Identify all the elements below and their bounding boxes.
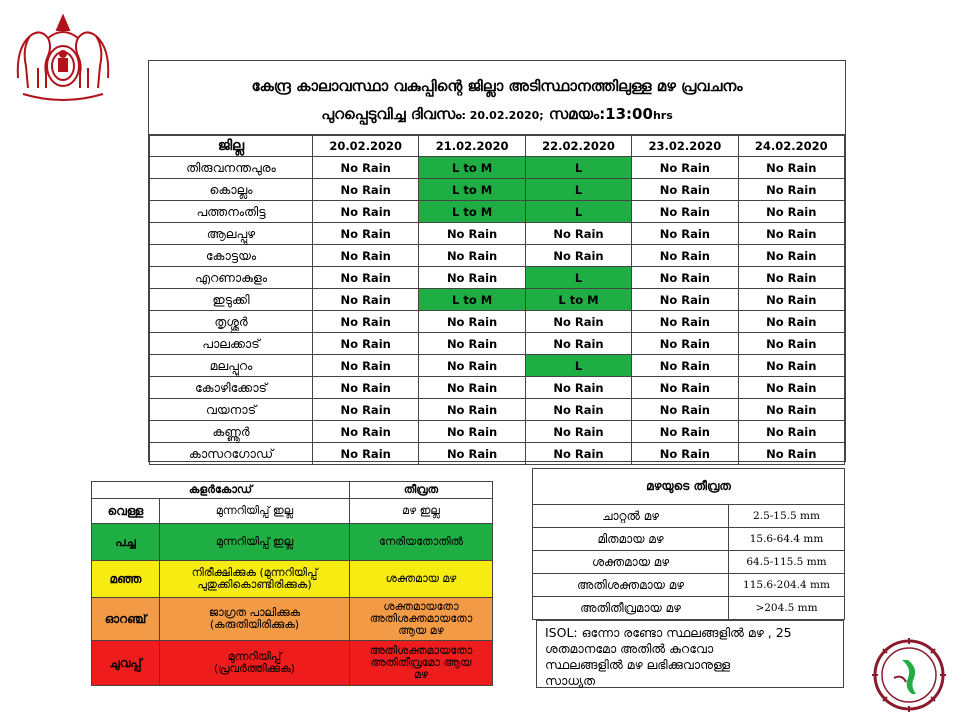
table-row bbox=[150, 355, 845, 377]
forecast-cell: No Rain bbox=[313, 355, 419, 377]
forecast-cell: No Rain bbox=[419, 311, 525, 333]
forecast-title: കേന്ദ്ര കാലാവസ്ഥാ വകുപ്പിന്റെ ജില്ലാ അടിസ്ഥാനത്തിലുള്ള മഴ പ്രവചനം bbox=[251, 77, 743, 95]
legend-action bbox=[160, 598, 350, 641]
legend-row bbox=[92, 499, 493, 524]
forecast-cell: No Rain bbox=[313, 267, 419, 289]
forecast-cell: No Rain bbox=[738, 443, 844, 465]
forecast-cell: L to M bbox=[525, 289, 631, 311]
district-name: തൃശ്ശൂർ bbox=[150, 311, 313, 333]
forecast-cell: No Rain bbox=[419, 377, 525, 399]
legend-intensity bbox=[350, 499, 493, 524]
intensity-range: 115.6-204.4 mm bbox=[729, 574, 845, 597]
legend-action-line: (കരുതിയിരിക്കുക) bbox=[209, 618, 300, 631]
legend-action-line: പുതുക്കികൊണ്ടിരിക്കുക) bbox=[197, 578, 312, 591]
forecast-cell: No Rain bbox=[738, 157, 844, 179]
table-row bbox=[150, 179, 845, 201]
district-name: കോട്ടയം bbox=[150, 245, 313, 267]
district-name: പാലക്കാട് bbox=[150, 333, 313, 355]
legend-intensity-line: അതിതീവ്രമോ ആയ bbox=[370, 656, 472, 669]
intensity-header-row bbox=[533, 469, 845, 505]
disaster-management-logo-icon bbox=[872, 638, 946, 712]
forecast-cell: L to M bbox=[419, 157, 525, 179]
forecast-table bbox=[149, 135, 845, 465]
legend-action bbox=[160, 499, 350, 524]
forecast-cell: No Rain bbox=[738, 267, 844, 289]
isol-note-line: ISOL: ഒന്നോ രണ്ടോ സ്ഥലങ്ങളിൽ മഴ , 25 bbox=[545, 625, 792, 640]
legend-color-header: കളർകോഡ് bbox=[92, 482, 350, 499]
legend-intensity bbox=[350, 561, 493, 598]
legend-intensity bbox=[350, 524, 493, 561]
legend-action bbox=[160, 524, 350, 561]
intensity-label: അതിതീവ്രമായ മഴ bbox=[533, 597, 729, 620]
legend-intensity-header: തീവ്രത bbox=[350, 482, 493, 499]
legend-row bbox=[92, 598, 493, 641]
kerala-emblem-icon bbox=[8, 8, 118, 103]
forecast-cell: No Rain bbox=[419, 267, 525, 289]
district-name: കോഴിക്കോട് bbox=[150, 377, 313, 399]
forecast-cell: No Rain bbox=[313, 399, 419, 421]
legend-intensity-line: ആയ മഴ bbox=[398, 624, 444, 637]
forecast-cell: No Rain bbox=[632, 421, 738, 443]
forecast-cell: No Rain bbox=[632, 399, 738, 421]
legend-color-name: പച്ച bbox=[92, 524, 160, 561]
forecast-cell: No Rain bbox=[525, 421, 631, 443]
issued-date: : 20.02.2020; bbox=[461, 109, 544, 122]
forecast-cell: No Rain bbox=[313, 179, 419, 201]
intensity-row bbox=[533, 597, 845, 620]
legend-intensity bbox=[350, 598, 493, 641]
table-row bbox=[150, 333, 845, 355]
legend-intensity-line: അതിശക്തമായതോ bbox=[369, 612, 473, 625]
forecast-cell: No Rain bbox=[525, 223, 631, 245]
isol-note-line: ശതമാനമോ അതിൽ കുറവോ bbox=[545, 641, 714, 656]
intensity-row bbox=[533, 551, 845, 574]
forecast-cell: L to M bbox=[419, 179, 525, 201]
table-row bbox=[150, 157, 845, 179]
forecast-cell: L bbox=[525, 355, 631, 377]
forecast-cell: L bbox=[525, 267, 631, 289]
table-row bbox=[150, 377, 845, 399]
forecast-cell: No Rain bbox=[738, 223, 844, 245]
legend-intensity-line: മഴ ഇല്ല bbox=[402, 504, 440, 517]
district-name: വയനാട് bbox=[150, 399, 313, 421]
intensity-row bbox=[533, 574, 845, 597]
intensity-label: മിതമായ മഴ bbox=[533, 528, 729, 551]
forecast-cell: No Rain bbox=[738, 333, 844, 355]
legend-action bbox=[160, 561, 350, 598]
forecast-cell: No Rain bbox=[738, 179, 844, 201]
color-code-legend bbox=[91, 481, 493, 686]
issued-label: പുറപ്പെടുവിച്ച ദിവസം bbox=[321, 105, 462, 123]
forecast-cell: No Rain bbox=[632, 311, 738, 333]
legend-color-name: മഞ്ഞ bbox=[92, 561, 160, 598]
forecast-cell: No Rain bbox=[313, 201, 419, 223]
table-row bbox=[150, 267, 845, 289]
legend-action-line: മുന്നറിയിപ്പ് ഇല്ല bbox=[215, 535, 294, 548]
legend-action-line: മുന്നറിയിപ്പ് ഇല്ല bbox=[215, 504, 294, 517]
legend-action-line: ജാഗ്രത പാലിക്കുക bbox=[208, 606, 301, 619]
forecast-cell: No Rain bbox=[419, 355, 525, 377]
forecast-issued-line bbox=[149, 95, 845, 123]
isol-note-line: സ്ഥലങ്ങളിൽ മഴ ലഭിക്കുവാനുള്ള bbox=[545, 657, 731, 672]
legend-intensity-line: ശക്തമായതോ bbox=[383, 600, 459, 613]
forecast-cell: No Rain bbox=[738, 377, 844, 399]
forecast-cell: L bbox=[525, 157, 631, 179]
legend-header-row bbox=[92, 482, 493, 499]
table-row bbox=[150, 201, 845, 223]
forecast-header bbox=[149, 61, 845, 135]
district-name: എറണാകുളം bbox=[150, 267, 313, 289]
forecast-cell: No Rain bbox=[419, 421, 525, 443]
legend-intensity-line: മഴ bbox=[414, 668, 428, 681]
date-column-header: 23.02.2020 bbox=[632, 136, 738, 157]
forecast-cell: No Rain bbox=[632, 443, 738, 465]
legend-color-name: ഓറഞ്ച് bbox=[92, 598, 160, 641]
legend-intensity-line: ശക്തമായ മഴ bbox=[385, 572, 457, 585]
district-name: കാസറഗോഡ് bbox=[150, 443, 313, 465]
forecast-cell: No Rain bbox=[313, 377, 419, 399]
district-name: കൊല്ലം bbox=[150, 179, 313, 201]
forecast-cell: No Rain bbox=[525, 399, 631, 421]
intensity-range: >204.5 mm bbox=[729, 597, 845, 620]
forecast-panel bbox=[148, 60, 846, 462]
isol-note bbox=[536, 620, 844, 688]
forecast-cell: No Rain bbox=[525, 311, 631, 333]
forecast-cell: No Rain bbox=[632, 245, 738, 267]
forecast-cell: No Rain bbox=[313, 157, 419, 179]
district-name: കണ്ണൂർ bbox=[150, 421, 313, 443]
table-row bbox=[150, 421, 845, 443]
forecast-cell: No Rain bbox=[632, 333, 738, 355]
date-column-header: 21.02.2020 bbox=[419, 136, 525, 157]
date-column-header: 22.02.2020 bbox=[525, 136, 631, 157]
table-row bbox=[150, 245, 845, 267]
legend-action-line: മുന്നറിയിപ്പ് bbox=[227, 650, 282, 663]
legend-row bbox=[92, 561, 493, 598]
forecast-cell: No Rain bbox=[419, 333, 525, 355]
district-name: ഇടുക്കി bbox=[150, 289, 313, 311]
intensity-label: ശക്തമായ മഴ bbox=[533, 551, 729, 574]
intensity-label: ചാറ്റൽ മഴ bbox=[533, 505, 729, 528]
forecast-cell: No Rain bbox=[738, 355, 844, 377]
legend-action-line: നിരീക്ഷിക്കുക (മുന്നറിയിപ്പ് bbox=[191, 566, 318, 579]
intensity-range: 2.5-15.5 mm bbox=[729, 505, 845, 528]
forecast-cell: No Rain bbox=[632, 289, 738, 311]
forecast-cell: No Rain bbox=[632, 355, 738, 377]
legend-color-name: ചുവപ്പ് bbox=[92, 641, 160, 686]
table-row bbox=[150, 311, 845, 333]
forecast-cell: No Rain bbox=[313, 223, 419, 245]
forecast-cell: No Rain bbox=[525, 333, 631, 355]
forecast-cell: No Rain bbox=[632, 179, 738, 201]
time-unit: hrs bbox=[652, 109, 673, 122]
forecast-cell: L bbox=[525, 201, 631, 223]
district-name: മലപ്പുറം bbox=[150, 355, 313, 377]
forecast-cell: No Rain bbox=[738, 201, 844, 223]
date-column-header: 24.02.2020 bbox=[738, 136, 844, 157]
time-label: സമയം bbox=[548, 105, 600, 123]
time-value: :13:00 bbox=[599, 105, 653, 123]
intensity-title: മഴയുടെ തീവ്രത bbox=[533, 469, 845, 505]
forecast-cell: No Rain bbox=[313, 421, 419, 443]
date-column-header: 20.02.2020 bbox=[313, 136, 419, 157]
table-row bbox=[150, 223, 845, 245]
intensity-row bbox=[533, 505, 845, 528]
legend-row bbox=[92, 641, 493, 686]
forecast-cell: No Rain bbox=[525, 377, 631, 399]
legend-intensity-line: അതിശക്തമായതോ bbox=[369, 644, 473, 657]
forecast-cell: No Rain bbox=[738, 245, 844, 267]
forecast-cell: No Rain bbox=[525, 443, 631, 465]
forecast-cell: No Rain bbox=[419, 443, 525, 465]
forecast-cell: No Rain bbox=[313, 245, 419, 267]
forecast-cell: No Rain bbox=[313, 289, 419, 311]
forecast-cell: No Rain bbox=[419, 245, 525, 267]
forecast-header-row bbox=[150, 136, 845, 157]
forecast-cell: No Rain bbox=[738, 289, 844, 311]
table-row bbox=[150, 443, 845, 465]
forecast-cell: L to M bbox=[419, 201, 525, 223]
forecast-cell: No Rain bbox=[632, 157, 738, 179]
legend-intensity bbox=[350, 641, 493, 686]
forecast-cell: No Rain bbox=[738, 421, 844, 443]
rain-intensity-table bbox=[532, 468, 845, 620]
legend-row bbox=[92, 524, 493, 561]
legend-intensity-line: നേരിയതോതിൽ bbox=[379, 535, 463, 548]
forecast-cell: No Rain bbox=[738, 311, 844, 333]
legend-action-line: (പ്രവർത്തിക്കുക) bbox=[214, 662, 295, 675]
forecast-cell: No Rain bbox=[313, 311, 419, 333]
legend-action bbox=[160, 641, 350, 686]
legend-color-name: വെള്ള bbox=[92, 499, 160, 524]
forecast-cell: No Rain bbox=[313, 443, 419, 465]
district-column-header: ജില്ല bbox=[150, 136, 313, 157]
forecast-cell: No Rain bbox=[525, 245, 631, 267]
forecast-cell: L bbox=[525, 179, 631, 201]
forecast-cell: No Rain bbox=[738, 399, 844, 421]
isol-note-line: സാധ്യത bbox=[545, 673, 596, 688]
forecast-cell: No Rain bbox=[632, 377, 738, 399]
forecast-cell: No Rain bbox=[632, 267, 738, 289]
forecast-cell: No Rain bbox=[419, 223, 525, 245]
forecast-cell: No Rain bbox=[419, 399, 525, 421]
intensity-row bbox=[533, 528, 845, 551]
intensity-label: അതിശക്തമായ മഴ bbox=[533, 574, 729, 597]
district-name: ആലപ്പുഴ bbox=[150, 223, 313, 245]
district-name: തിരുവനന്തപുരം bbox=[150, 157, 313, 179]
table-row bbox=[150, 289, 845, 311]
forecast-cell: No Rain bbox=[632, 201, 738, 223]
forecast-cell: L to M bbox=[419, 289, 525, 311]
table-row bbox=[150, 399, 845, 421]
forecast-cell: No Rain bbox=[632, 223, 738, 245]
district-name: പത്തനംതിട്ട bbox=[150, 201, 313, 223]
forecast-cell: No Rain bbox=[313, 333, 419, 355]
intensity-range: 64.5-115.5 mm bbox=[729, 551, 845, 574]
intensity-range: 15.6-64.4 mm bbox=[729, 528, 845, 551]
